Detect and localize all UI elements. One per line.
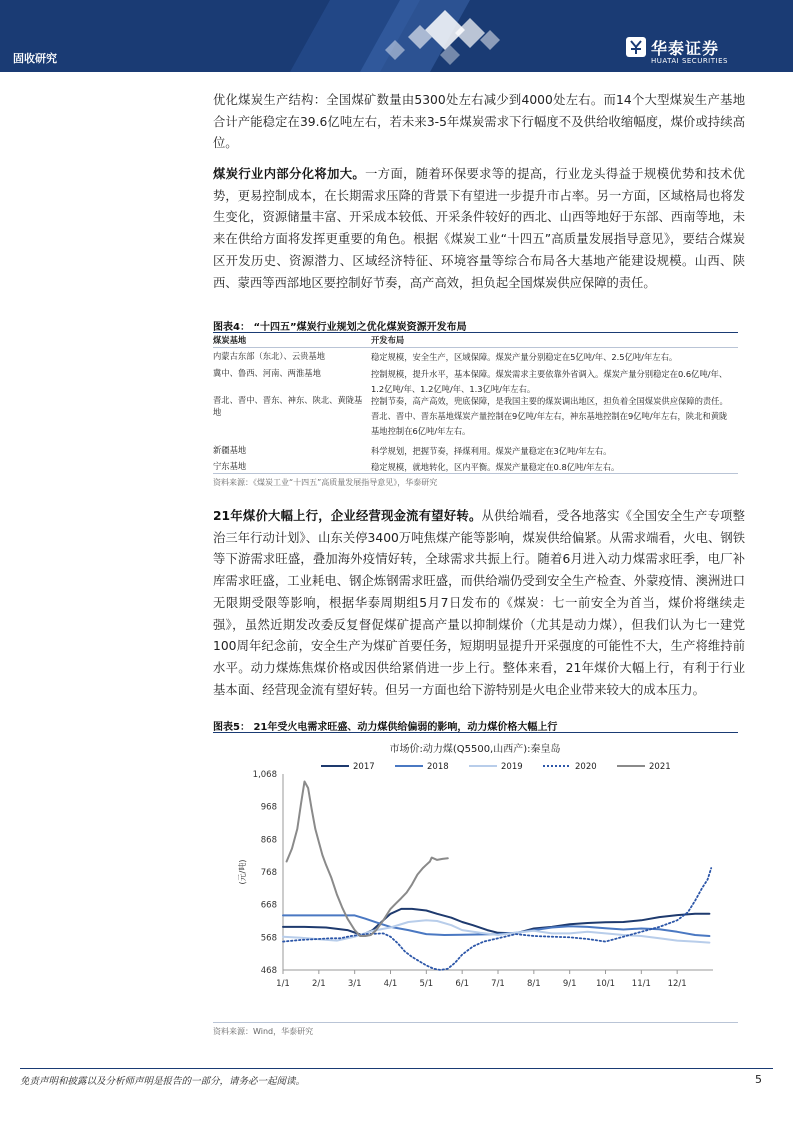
x-tick-label: 7/1 bbox=[491, 979, 505, 989]
y-tick-label: 668 bbox=[260, 900, 277, 911]
footer-disclaimer: 免责声明和披露以及分析师声明是报告的一部分，请务必一起阅读。 bbox=[20, 1076, 306, 1087]
section-label: 固收研究 bbox=[13, 52, 57, 65]
x-tick-label: 6/1 bbox=[455, 979, 470, 989]
paragraph-body: 一方面，随着环保要求等的提高，行业龙头得益于规模优势和技术优势，更易控制成本，在长期需求压降的背景下有望进一步提升市占率。另一方面，区域格局也将发生变化，资源储量丰富、开采成本较低、开采条件较好的西北、山西等地好于东部、西南等地，未来在供给方面将发挥更重要的角色。根据《煤炭工业“十四五”高质量发展指导意见》，要结合煤炭区开发历史、资源潜力、区域经济特征、环境容量等综合布局各大基地产能建设规模。山西、陕西、蒙西等西部地区要控制好节奏，高产高效，担负起全国煤炭供应保障的责任。 bbox=[213, 167, 745, 290]
figure4-source: 资料来源：《煤炭工业“十四五”高质量发展指导意见》，华泰研究 bbox=[213, 478, 438, 487]
x-tick-label: 2/1 bbox=[311, 979, 326, 989]
y-axis-ticks bbox=[253, 770, 277, 976]
chart-title: 市场价:动力煤(Q5500,山西产):秦皇岛 bbox=[389, 744, 561, 755]
x-tick-label: 12/1 bbox=[667, 979, 687, 989]
table-cell-base: 晋北、晋中、晋东、神东、陕北、黄陇基地 bbox=[213, 395, 363, 417]
table-cell-base: 内蒙古东部（东北）、云贵基地 bbox=[213, 351, 326, 361]
figure4-top-rule bbox=[213, 332, 738, 333]
coal-price-chart bbox=[213, 738, 738, 1020]
x-tick-label: 9/1 bbox=[562, 979, 577, 989]
legend-label: 2018 bbox=[427, 762, 449, 772]
table-cell-base: 新疆基地 bbox=[213, 445, 247, 455]
figure4-bottom-rule bbox=[213, 473, 738, 474]
table-header-layout: 开发布局 bbox=[371, 335, 405, 345]
page-number: 5 bbox=[755, 1073, 762, 1086]
x-tick-label: 11/1 bbox=[631, 979, 651, 989]
paragraph-body: 从供给端看，受各地落实《全国安全生产专项整治三年行动计划》、山东关停3400万吨焦煤产能等影响，煤炭供给偏紧。从需求端看，火电、钢铁等下游需求旺盛，叠加海外疫情好转，全球需求共振上行。随着6月进入动力煤需求旺季，电厂补库需求旺盛，工业耗电、钢企炼钢需求旺盛，而供给端仍受到安全生产检查、外蒙疫情、澳洲进口无限期受限等影响，根据华泰周期组5月7日发布的《煤炭：七一前安全为首当，煤价将继续走强》，虽然近期发改委反复督促煤矿提高产量以抑制煤价（尤其是动力煤），但我们认为七一建党100周年纪念前，安全生产为煤矿首要任务，短期明显提升开采强度的可能性不大，生产将维持前水平。动力煤炼焦煤价格或因供给紧俏进一步上行。整体来看，21年煤价大幅上行，有利于行业基本面、经营现金流有望好转。但另一方面也给下游特别是火电企业带来较大的成本压力。 bbox=[213, 509, 745, 697]
chart-series bbox=[283, 782, 711, 971]
x-tick-label: 1/1 bbox=[276, 979, 290, 989]
y-tick-label: 968 bbox=[260, 802, 277, 813]
logo-text-en: HUATAI SECURITIES bbox=[651, 57, 728, 65]
paragraph-industry-divergence bbox=[213, 164, 745, 294]
series-line bbox=[287, 782, 448, 937]
table-header-rule bbox=[213, 347, 738, 348]
table-cell-base: 宁东基地 bbox=[213, 461, 247, 471]
legend-label: 2019 bbox=[501, 762, 523, 772]
x-tick-label: 4/1 bbox=[383, 979, 398, 989]
logo-text-cn: 华泰证券 bbox=[651, 39, 720, 58]
huatai-logo-icon bbox=[625, 36, 647, 58]
table-cell-layout: 稳定规模，安全生产，区域保障。煤炭产量分别稳定在5亿吨/年、2.5亿吨/年左右。 bbox=[371, 352, 678, 362]
figure5-title: 图表5： 21年受火电需求旺盛、动力煤供给偏弱的影响，动力煤价格大幅上行 bbox=[213, 722, 558, 733]
table-header-base: 煤炭基地 bbox=[213, 335, 247, 345]
coal-price-chart-svg bbox=[213, 738, 738, 1020]
figure5-top-rule bbox=[213, 732, 738, 733]
y-tick-label: 568 bbox=[260, 933, 277, 944]
figure5-bottom-rule bbox=[213, 1022, 738, 1023]
table-cell-layout: 稳定规模，就地转化，区内平衡。煤炭产量稳定在0.8亿吨/年左右。 bbox=[371, 462, 620, 472]
figure4-title: 图表4： “十四五”煤炭行业规划之优化煤炭资源开发布局 bbox=[213, 322, 467, 333]
table-cell-layout: 控制节奏，高产高效，兜底保障，是我国主要的煤炭调出地区，担负着全国煤炭供应保障的责任。晋北、晋中、晋东基地煤炭产量控制在9亿吨/年左右，神东基地控制在9亿吨/年左右，陕北和黄陇基地控制在6亿吨/年左右。 bbox=[371, 396, 728, 436]
paragraph-lead: 煤炭行业内部分化将加大。 bbox=[213, 167, 366, 181]
chart-legend bbox=[321, 762, 671, 772]
footer-rule bbox=[20, 1068, 773, 1069]
y-axis-label: (元/吨) bbox=[238, 859, 247, 885]
x-tick-label: 5/1 bbox=[419, 979, 434, 989]
legend-label: 2021 bbox=[649, 762, 671, 772]
y-tick-label: 468 bbox=[260, 966, 277, 976]
y-tick-label: 868 bbox=[260, 835, 277, 846]
page-header bbox=[0, 0, 793, 72]
table-cell-base: 冀中、鲁西、河南、两淮基地 bbox=[213, 368, 321, 378]
paragraph-coal-structure: 优化煤炭生产结构：全国煤矿数量由5300处左右减少到4000处左右。而14个大型煤炭生产基地合计产能稳定在39.6亿吨左右，若未来3-5年煤炭需求下行幅度不及供给收缩幅度，煤价或持续高位。 bbox=[213, 93, 745, 151]
x-tick-label: 10/1 bbox=[595, 979, 616, 989]
x-tick-label: 3/1 bbox=[347, 979, 362, 989]
legend-label: 2020 bbox=[575, 762, 597, 772]
table-cell-layout: 科学规划，把握节奏，择煤利用。煤炭产量稳定在3亿吨/年左右。 bbox=[371, 446, 612, 456]
x-axis-ticks bbox=[276, 970, 687, 989]
legend-label: 2017 bbox=[353, 762, 375, 772]
table-cell-layout: 控制规模，提升水平，基本保障。煤炭需求主要依靠外省调入。煤炭产量分别稳定在0.6亿吨/年、1.2亿吨/年、1.2亿吨/年、1.3亿吨/年左右。 bbox=[371, 369, 728, 394]
paragraph-coal-price bbox=[213, 506, 745, 701]
x-tick-label: 8/1 bbox=[526, 979, 541, 989]
y-tick-label: 1,068 bbox=[252, 770, 277, 780]
y-tick-label: 768 bbox=[260, 868, 277, 878]
paragraph-lead: 21年煤价大幅上行，企业经营现金流有望好转。 bbox=[213, 509, 482, 523]
figure5-source: 资料来源：Wind，华泰研究 bbox=[213, 1027, 314, 1036]
